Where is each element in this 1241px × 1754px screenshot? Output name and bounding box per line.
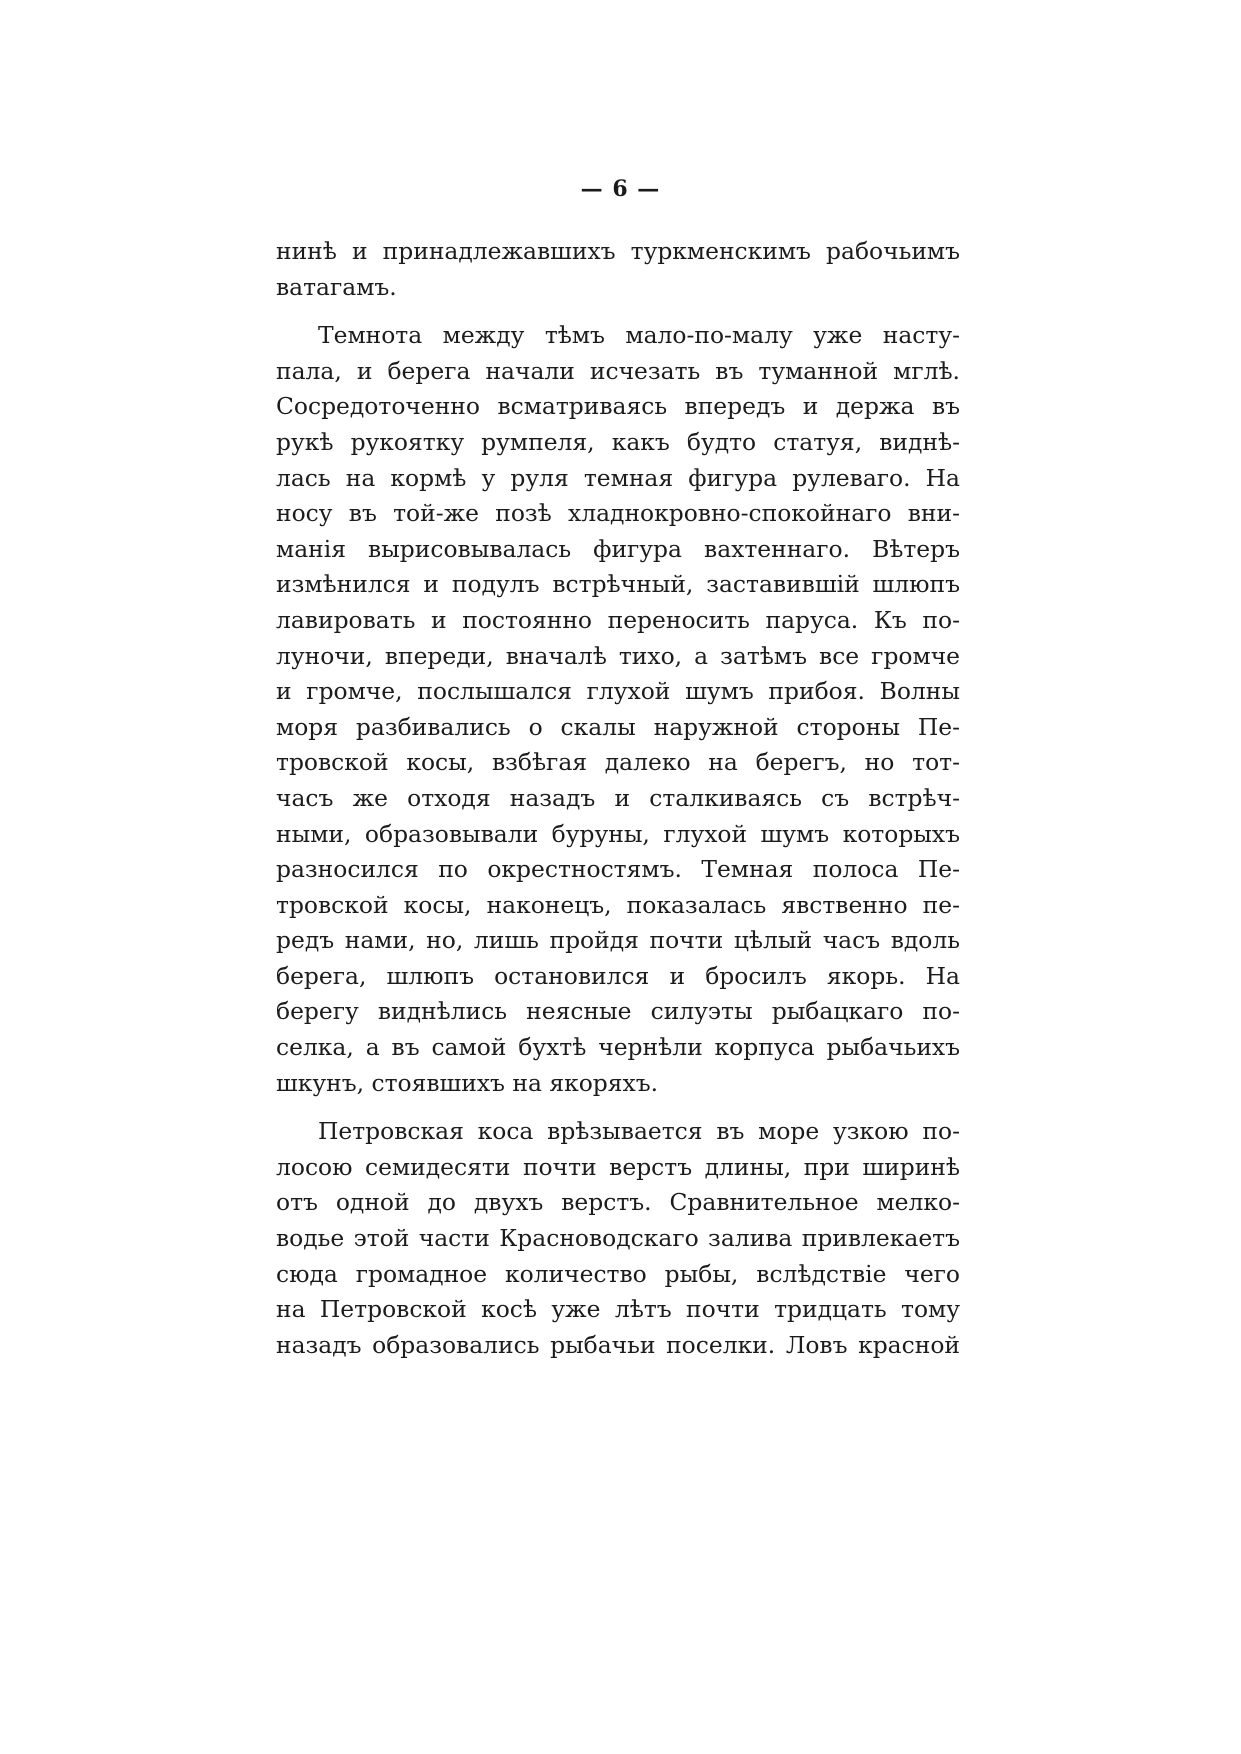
body-text (276, 234, 960, 1363)
text-line: измѣнился и подулъ встрѣчный, заставившій шлюпъ (276, 570, 960, 599)
text-line: берегу виднѣлись неясные силуэты рыбацкаго по- (276, 997, 960, 1026)
text-line: лосою семидесяти почти верстъ длины, при ширинѣ (276, 1152, 960, 1181)
paragraph-gap (276, 1101, 960, 1114)
paragraph (276, 318, 960, 1101)
text-line: нинѣ и принадлежавшихъ туркменскимъ рабочьимъ (276, 237, 960, 265)
text-line: отъ одной до двухъ верстъ. Сравнительное мелко- (276, 1188, 960, 1217)
text-line: разносился по окрестностямъ. Темная полоса Пе- (276, 855, 960, 884)
paragraph (276, 1114, 960, 1363)
text-line: луночи, впереди, вначалѣ тихо, а затѣмъ все громче (276, 641, 960, 670)
text-line: тровской косы, взбѣгая далеко на берегъ, но тот- (276, 748, 960, 777)
page-number: — 6 — (580, 176, 661, 202)
text-line: берега, шлюпъ остановился и бросилъ якорь. На (276, 961, 960, 990)
text-line: Петровская коса врѣзывается въ море узкою по- (318, 1117, 960, 1146)
text-line: лавировать и постоянно переносить паруса. Къ по- (276, 605, 960, 634)
text-line: ными, образовывали буруны, глухой шумъ которыхъ (276, 819, 960, 848)
text-line: селка, а въ самой бухтѣ чернѣли корпуса рыбачьихъ (276, 1033, 960, 1062)
text-line: и громче, послышался глухой шумъ прибоя. Волны (276, 677, 960, 706)
text-line: на Петровской косѣ уже лѣтъ почти тридцать тому (276, 1295, 960, 1324)
text-line: водье этой части Красноводскаго залива привлекаетъ (276, 1224, 960, 1253)
text-line: рукѣ рукоятку румпеля, какъ будто статуя, виднѣ- (276, 427, 960, 456)
text-line: Темнота между тѣмъ мало-по-малу уже насту- (318, 321, 960, 350)
text-line: назадъ образовались рыбачьи поселки. Ловъ красной (276, 1330, 960, 1359)
text-line: пала, и берега начали исчезать въ туманной мглѣ. (276, 356, 960, 385)
text-line: редъ нами, но, лишь пройдя почти цѣлый часъ вдоль (276, 926, 960, 955)
text-line: лась на кормѣ у руля темная фигура рулеваго. На (276, 463, 960, 492)
text-line: часъ же отходя назадъ и сталкиваясь съ встрѣч- (276, 783, 960, 812)
paragraph (276, 234, 960, 305)
text-line: ватагамъ. (276, 272, 397, 301)
text-line: сюда громадное количество рыбы, вслѣдствіе чего (276, 1259, 960, 1288)
text-line: шкунъ, стоявшихъ на якоряхъ. (276, 1068, 659, 1097)
text-line: тровской косы, наконецъ, показалась явственно пе- (276, 890, 960, 919)
text-line: манія вырисовывалась фигура вахтеннаго. Вѣтеръ (276, 534, 960, 563)
text-line: носу въ той-же позѣ хладнокровно-спокойнаго вни- (276, 499, 960, 528)
text-line: Сосредоточенно всматриваясь впередъ и держа въ (276, 392, 960, 421)
paragraph-gap (276, 305, 960, 318)
text-line: моря разбивались о скалы наружной стороны Пе- (276, 712, 960, 741)
